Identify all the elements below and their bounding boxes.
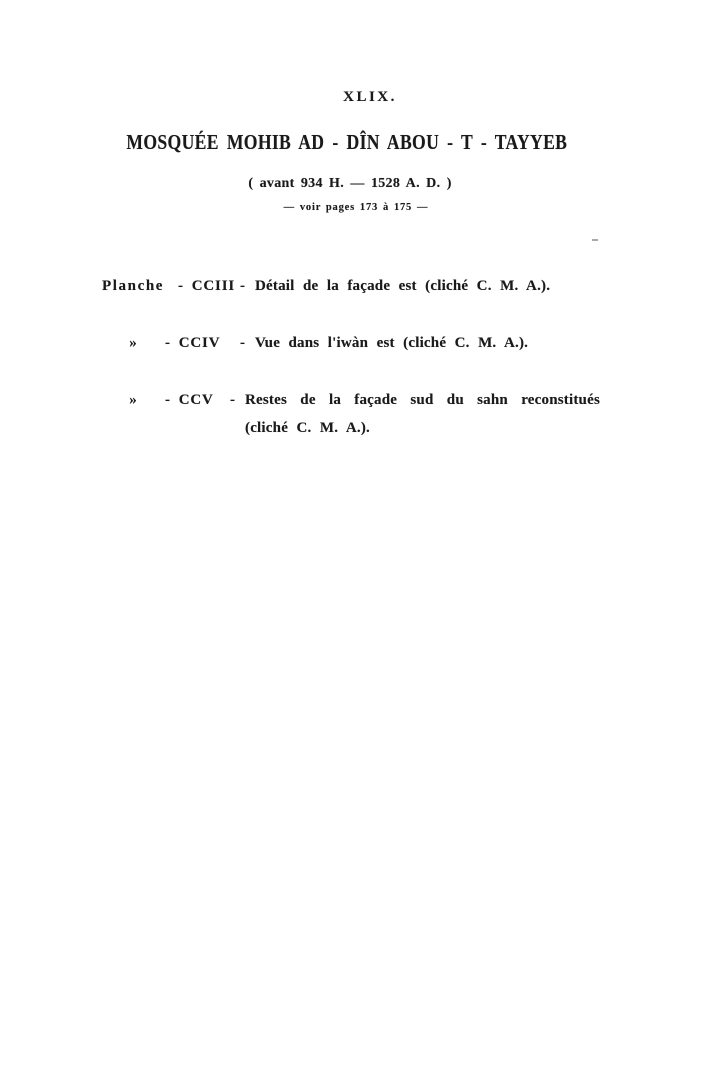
page-title-text: MOSQUÉE MOHIB AD - DÎN ABOU - T - TAYYEB (126, 130, 568, 154)
plate-number: CCV (178, 392, 214, 408)
dash-separator: - (165, 335, 171, 351)
dash-separator: - (240, 335, 245, 351)
plate-number-cell (165, 391, 214, 409)
plate-description: Détail de la façade est (cliché C. M. A.). (255, 278, 551, 294)
date-subtitle: ( avant 934 H. — 1528 A. D. ) (248, 176, 452, 191)
dash-separator: - (165, 392, 171, 408)
plate-number-cell (165, 334, 220, 352)
pages-reference: — voir pages 173 à 175 — (283, 202, 429, 213)
dash-separator: - (230, 392, 235, 408)
plate-section-number: XLIX. (343, 89, 397, 105)
dash-separator: - (178, 278, 184, 294)
plate-description: Restes de la façade sud du sahn reconstitués (245, 392, 600, 408)
dash-separator: - (240, 278, 245, 294)
plate-number: CCIV (178, 335, 221, 351)
page-title (0, 131, 707, 155)
plate-description: Vue dans l'iwàn est (cliché C. M. A.). (255, 335, 529, 351)
plate-description-line2: (cliché C. M. A.). (245, 420, 370, 436)
plate-row-label: Planche (102, 278, 165, 294)
stray-print-mark (592, 239, 598, 241)
plate-row-label: » (129, 335, 137, 351)
plate-number-cell (165, 277, 235, 295)
plate-row-label: » (129, 392, 137, 408)
plate-number: CCIII (191, 278, 235, 294)
